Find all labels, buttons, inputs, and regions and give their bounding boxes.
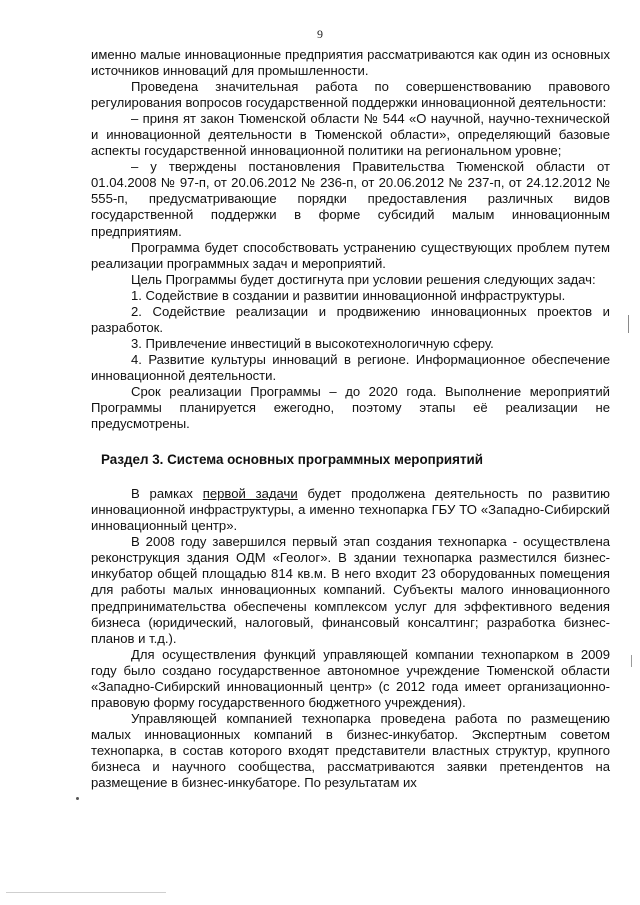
spacer bbox=[91, 468, 610, 486]
paragraph: Управляющей компанией технопарка проведена работа по размещению малых инновационных компаний в бизнес-инкубатор. Экспертным советом технопарка, в состав которого входят представители властных структур, крупного бизнеса и научного сообщества, рассматриваются заявки претендентов на размещение в бизнес-инкубаторе. По результатам их bbox=[91, 710, 610, 791]
scan-edge-mark bbox=[628, 315, 629, 333]
decree-item: – у тверждены постановления Правительства Тюменской области от 01.04.2008 № 97-п, от 20.06.2012 № 236-п, от 20.06.2012 № 237-п, от 24.12.2012 № 555-п, предусматривающие порядки предоставления различных видов государственной поддержки в форме субсидий малым инновационным предприятиям. bbox=[91, 159, 610, 239]
task-item: 1. Содействие в создании и развитии инновационной инфраструктуры. bbox=[131, 287, 566, 303]
text-span: В рамках bbox=[131, 486, 203, 502]
paragraph: именно малые инновационные предприятия рассматриваются как один из основных источников инноваций для промышленности. bbox=[91, 47, 610, 79]
body-text bbox=[91, 47, 610, 791]
paragraph: В 2008 году завершился первый этап создания технопарка - осуществлена реконструкция здания ОДМ «Геолог». В здании технопарка разместился бизнес-инкубатор общей площадью 814 кв.м. В него входит 23 оборудованных помещения для работы малых инновационных компаний. Субъекты малого инновационного предпринимательства обеспечены комплексом услуг для эффективного ведения бизнеса (юридический, налоговый, финансовый консалтинг; разработка бизнес-планов и т.д.). bbox=[91, 534, 610, 646]
paragraph: Для осуществления функций управляющей компании технопарком в 2009 году было создано государственное автономное учреждение Тюменской области «Западно-Сибирский инновационный центр» (с 2012 года имеет организационно-правовую форму государственного бюджетного учреждения). bbox=[91, 646, 610, 710]
paragraph: Проведена значительная работа по совершенствованию правового регулирования вопросов государственной поддержки инновационной деятельности: bbox=[91, 79, 610, 111]
scan-dot bbox=[76, 797, 79, 800]
text-span: будет продолжена деятельность по развитию инновационной инфраструктуры, а именно технопарка ГБУ ТО «Западно-Сибирский инновационный центр». bbox=[91, 486, 610, 534]
paragraph: Срок реализации Программы – до 2020 года. Выполнение мероприятий Программы планируется ежегодно, поэтому этапы её реализации не предусмотрены. bbox=[91, 383, 610, 432]
task-item: 2. Содействие реализации и продвижению инновационных проектов и разработок. bbox=[91, 303, 610, 335]
paragraph: Цель Программы будет достигнута при условии решения следующих задач: bbox=[131, 271, 596, 287]
spacer bbox=[91, 432, 610, 452]
scan-bottom-mark bbox=[6, 892, 166, 893]
paragraph bbox=[91, 486, 610, 534]
page-number: 9 bbox=[317, 27, 323, 41]
underlined-phrase: первой задачи bbox=[202, 486, 298, 502]
scan-edge-mark bbox=[631, 655, 632, 667]
law-item: – приня ят закон Тюменской области № 544 «О научной, научно-технической и инновационной деятельности в Тюменской области», определяющий базовые аспекты государственной инновационной политики на региональном уровне; bbox=[91, 111, 610, 159]
task-item: 3. Привлечение инвестиций в высокотехнологичную сферу. bbox=[131, 335, 494, 351]
task-item: 4. Развитие культуры инноваций в регионе. Информационное обеспечение инновационной деятельности. bbox=[91, 351, 610, 383]
paragraph: Программа будет способствовать устранению существующих проблем путем реализации программных задач и мероприятий. bbox=[91, 239, 610, 271]
section-heading: Раздел 3. Система основных программных мероприятий bbox=[101, 452, 483, 468]
